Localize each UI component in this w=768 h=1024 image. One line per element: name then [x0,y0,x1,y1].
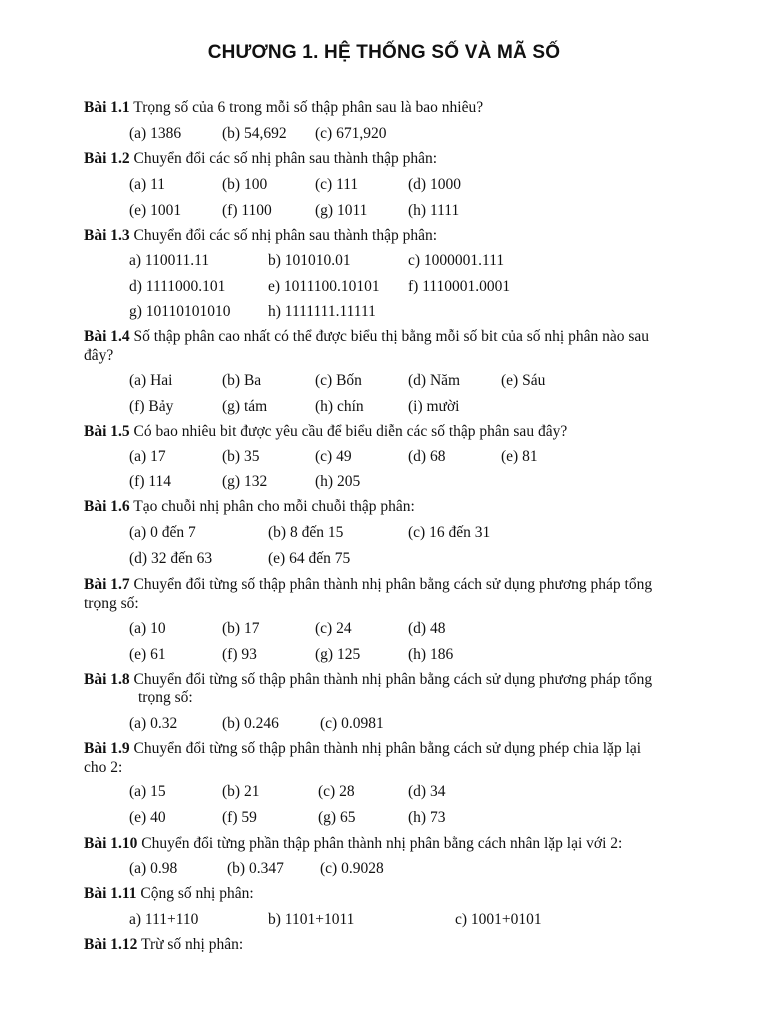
option: e) 1011100.10101 [268,278,380,295]
option: (d) Năm [408,372,461,389]
problem-1-11-heading [84,884,254,904]
option: b) 101010.01 [268,252,351,269]
problem-text: Chuyển đổi các số nhị phân sau thành thập phân: [133,227,438,244]
option: c) 1001+0101 [455,911,542,928]
option: d) 1111000.101 [129,278,226,295]
option: b) 1101+1011 [268,911,355,928]
problem-text: Chuyển đổi từng phần thập phân thành nhị phân bằng cách nhân lặp lại với 2: [141,835,623,852]
option: (a) 1386 [129,125,182,142]
option: c) 1000001.111 [408,252,505,269]
problem-number: Bài 1.2 [84,150,130,167]
option: (f) 1100 [222,202,272,219]
option: (g) 65 [318,809,356,826]
problem-number: Bài 1.11 [84,885,137,902]
problem-1-5-heading [84,422,567,442]
problem-1-4-heading [84,327,649,347]
option: (c) 49 [315,448,352,465]
problem-number: Bài 1.3 [84,227,130,244]
problem-1-3-heading [84,226,437,246]
option: (d) 68 [408,448,446,465]
option: (c) 16 đến 31 [408,524,491,541]
chapter-title: CHƯƠNG 1. HỆ THỐNG SỐ VÀ MÃ SỐ [207,42,561,63]
problem-text: Trừ số nhị phân: [141,936,244,953]
problem-number: Bài 1.7 [84,576,130,593]
option: a) 110011.11 [129,252,210,269]
problem-text: Tạo chuỗi nhị phân cho mỗi chuỗi thập phân: [133,498,415,515]
problem-number: Bài 1.1 [84,99,130,116]
problem-number: Bài 1.9 [84,740,130,757]
option: (e) 40 [129,809,166,826]
option: (e) 61 [129,646,166,663]
option: (b) 8 đến 15 [268,524,344,541]
option: (a) 15 [129,783,166,800]
option: (g) 132 [222,473,268,490]
option: (h) 1111 [408,202,460,219]
problem-1-8-heading [84,670,652,690]
option: g) 10110101010 [129,303,231,320]
option: (e) Sáu [501,372,546,389]
option: (b) 0.347 [227,860,284,877]
option: a) 111+110 [129,911,199,928]
problem-number: Bài 1.4 [84,328,130,345]
option: (b) 21 [222,783,260,800]
option: (a) 0 đến 7 [129,524,196,541]
problem-number: Bài 1.5 [84,423,130,440]
problem-1-9-heading [84,739,641,759]
option: (g) tám [222,398,268,415]
problem-text: Chuyển đổi các số nhị phân sau thành thập phân: [133,150,438,167]
option: (f) 93 [222,646,257,663]
problem-1-12-heading [84,935,243,955]
option: (c) 0.9028 [320,860,384,877]
option: (a) 11 [129,176,166,193]
option: (d) 34 [408,783,446,800]
problem-text: Chuyển đổi từng số thập phân thành nhị phân bằng cách sử dụng phương pháp tổng [133,671,653,688]
problem-text-continued: trọng số: [84,595,139,612]
option: h) 1111111.11111 [268,303,376,320]
option: (d) 1000 [408,176,461,193]
problem-number: Bài 1.12 [84,936,138,953]
option: (h) chín [315,398,364,415]
option: f) 1110001.0001 [408,278,511,295]
problem-text: Chuyển đổi từng số thập phân thành nhị phân bằng cách sử dụng phép chia lặp lại [133,740,642,757]
option: (g) 125 [315,646,361,663]
option: (a) 17 [129,448,166,465]
problem-1-7-heading [84,575,652,595]
option: (b) Ba [222,372,262,389]
problem-text-continued: cho 2: [84,759,123,776]
problem-text: Số thập phân cao nhất có thể được biểu thị bằng mỗi số bit của số nhị phân nào sau [133,328,650,345]
problem-1-6-heading [84,497,415,517]
problem-text: Có bao nhiêu bit được yêu cầu để biểu diễn các số thập phân sau đây? [133,423,568,440]
option: (c) 24 [315,620,352,637]
option: (f) 59 [222,809,257,826]
option: (i) mười [408,398,460,415]
option: (b) 17 [222,620,260,637]
option: (e) 64 đến 75 [268,550,351,567]
problem-text: Chuyển đổi từng số thập phân thành nhị phân bằng cách sử dụng phương pháp tổng [133,576,653,593]
problem-number: Bài 1.8 [84,671,130,688]
option: (a) 0.32 [129,715,178,732]
option: (b) 0.246 [222,715,279,732]
problem-1-1-heading [84,98,483,118]
option: (f) 114 [129,473,172,490]
option: (c) Bốn [315,372,362,389]
problem-text: Trọng số của 6 trong mỗi số thập phân sau là bao nhiêu? [133,99,484,116]
option: (a) 10 [129,620,166,637]
option: (c) 111 [315,176,359,193]
problem-number: Bài 1.10 [84,835,138,852]
option: (d) 48 [408,620,446,637]
problem-text-continued: đây? [84,347,114,364]
option: (a) 0.98 [129,860,178,877]
option: (c) 0.0981 [320,715,384,732]
option: (c) 671,920 [315,125,387,142]
problem-text: Cộng số nhị phân: [140,885,254,902]
option: (a) Hai [129,372,173,389]
option: (b) 54,692 [222,125,287,142]
problem-number: Bài 1.6 [84,498,130,515]
option: (f) Bảy [129,398,174,415]
problem-1-10-heading [84,834,622,854]
option: (d) 32 đến 63 [129,550,213,567]
problem-text-continued: trọng số: [138,689,193,706]
option: (b) 35 [222,448,260,465]
option: (b) 100 [222,176,268,193]
option: (c) 28 [318,783,355,800]
problem-1-2-heading [84,149,437,169]
option: (h) 186 [408,646,454,663]
option: (e) 1001 [129,202,182,219]
option: (g) 1011 [315,202,368,219]
option: (h) 73 [408,809,446,826]
option: (h) 205 [315,473,361,490]
option: (e) 81 [501,448,538,465]
